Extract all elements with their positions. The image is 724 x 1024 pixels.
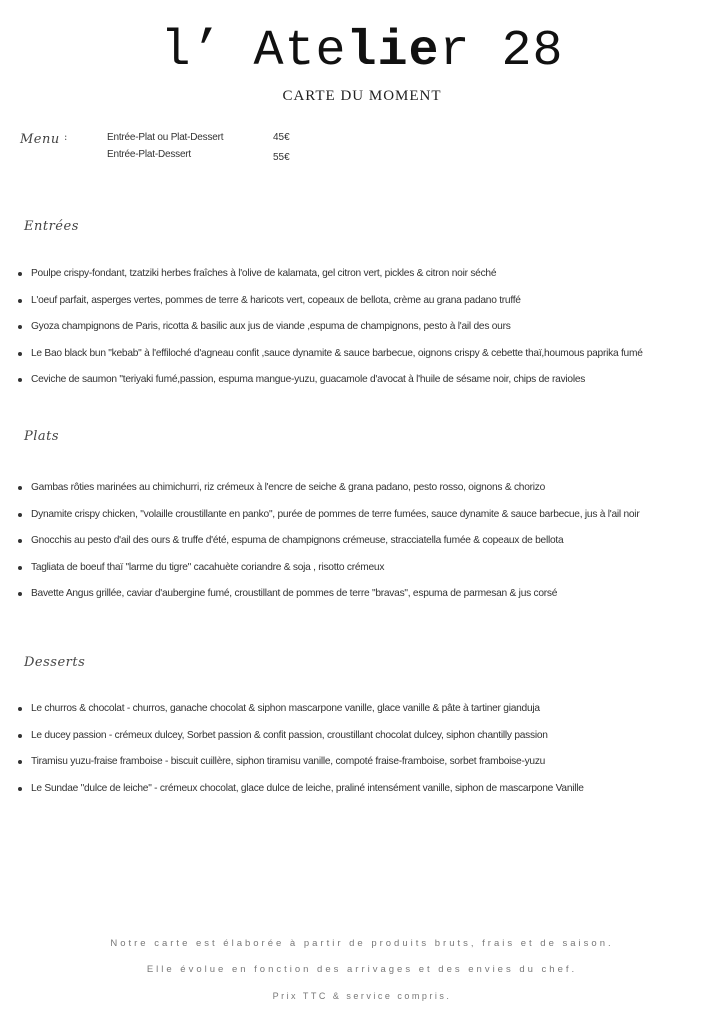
formula-name-1: Entrée-Plat ou Plat-Dessert [107, 132, 224, 143]
list-item: Dynamite crispy chicken, "volaille croustillante en panko", purée de pommes de terre fumées, sauce dynamite & sauce barbecue, jus à l'ail noir [0, 508, 724, 535]
footer-note-2: Elle évolue en fonction des arrivages et des envies du chef. [146, 964, 578, 975]
list-item: L'oeuf parfait, asperges vertes, pommes de terre & haricots vert, copeaux de bellota, crème au grana padano truffé [0, 294, 724, 321]
formula-price-1: 45€ [273, 132, 290, 143]
formula-name-2: Entrée-Plat-Dessert [107, 149, 192, 160]
list-item: Le churros & chocolat - churros, ganache chocolat & siphon mascarpone vanille, glace vanille & pâte à tartiner gianduja [0, 702, 724, 729]
bullet-icon [18, 272, 22, 276]
list-item: Bavette Angus grillée, caviar d'aubergine fumé, croustillant de pommes de terre "bravas", espuma de parmesan & jus corsé [0, 587, 724, 614]
list-item: Tagliata de boeuf thaï "larme du tigre" cacahuète coriandre & soja , risotto crémeux [0, 561, 724, 588]
bullet-icon [18, 539, 22, 543]
list-item: Le Sundae "dulce de leiche" - crémeux chocolat, glace dulce de leiche, praliné intensément vanille, siphon de mascarpone Vanille [0, 782, 724, 809]
section-title-desserts: Desserts [24, 655, 86, 670]
section-title-entrees: Entrées [24, 219, 79, 234]
list-item: Gambas rôties marinées au chimichurri, riz crémeux à l'encre de seiche & grana padano, pesto rosso, oignons & chorizo [0, 481, 724, 508]
list-item: Gyoza champignons de Paris, ricotta & basilic aux jus de viande ,espuma de champignons, pesto à l'ail des ours [0, 320, 724, 347]
bullet-icon [18, 734, 22, 738]
bullet-icon [18, 513, 22, 517]
list-item: Le Bao black bun "kebab" à l'effiloché d'agneau confit ,sauce dynamite & sauce barbecue, oignons crispy & cebette thaï,houmous paprika fumé [0, 347, 724, 374]
list-item: Ceviche de saumon "teriyaki fumé,passion, espuma mangue-yuzu, guacamole d'avocat à l'huile de sésame noir, chips de ravioles [0, 373, 724, 400]
bullet-icon [18, 707, 22, 711]
section-title-plats: Plats [24, 429, 60, 444]
bullet-icon [18, 352, 22, 356]
footer-note-3: Prix TTC & service compris. [272, 991, 452, 1001]
entrees-list [0, 267, 724, 400]
list-item: Poulpe crispy-fondant, tzatziki herbes fraîches à l'olive de kalamata, gel citron vert, pickles & citron noir séché [0, 267, 724, 294]
bullet-icon [18, 299, 22, 303]
bullet-icon [18, 787, 22, 791]
bullet-icon [18, 592, 22, 596]
bullet-icon [18, 566, 22, 570]
desserts-list [0, 702, 724, 808]
footer-note-1: Notre carte est élaborée à partir de produits bruts, frais et de saison. [110, 938, 614, 949]
page-subtitle: CARTE DU MOMENT [282, 88, 442, 104]
bullet-icon [18, 486, 22, 490]
list-item: Tiramisu yuzu-fraise framboise - biscuit cuillère, siphon tiramisu vanille, compoté fraise-framboise, sorbet framboise-yuzu [0, 755, 724, 782]
formula-price-2: 55€ [273, 152, 290, 163]
menu-label-colon: : [64, 132, 68, 143]
menu-label: Menu [20, 132, 60, 147]
bullet-icon [18, 325, 22, 329]
list-item: Le ducey passion - crémeux dulcey, Sorbet passion & confit passion, croustillant chocolat dulcey, siphon chantilly passion [0, 729, 724, 756]
restaurant-logo: l’ Atelier 28 [160, 23, 564, 80]
plats-list [0, 481, 724, 614]
bullet-icon [18, 378, 22, 382]
list-item: Gnocchis au pesto d'ail des ours & truffe d'été, espuma de champignons crémeuse, stracciatella fumée & copeaux de bellota [0, 534, 724, 561]
bullet-icon [18, 760, 22, 764]
